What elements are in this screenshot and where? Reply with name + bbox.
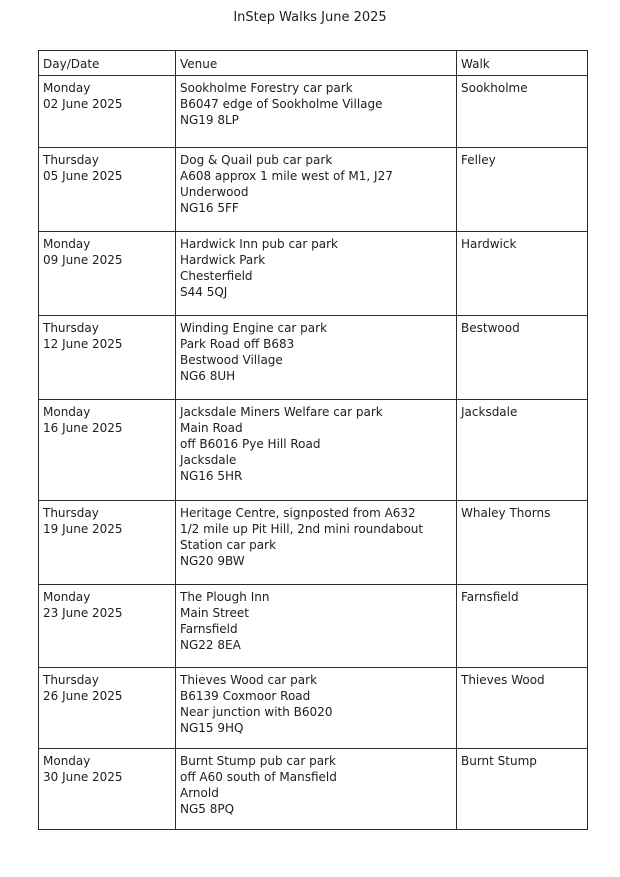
venue-line: Main Road [180, 421, 243, 435]
venue-line: Station car park [180, 538, 277, 552]
walk-name-cell: Thieves Wood [457, 668, 588, 749]
venue-line: NG6 8UH [180, 369, 236, 383]
table-row [39, 668, 588, 749]
venue-line: Near junction with B6020 [180, 705, 333, 719]
venue-line: B6139 Coxmoor Road [180, 689, 311, 703]
venue-line: NG5 8PQ [180, 802, 235, 816]
day-date-cell [39, 749, 176, 830]
walk-name-cell: Bestwood [457, 316, 588, 400]
table-row [39, 749, 588, 830]
venue-line: Bestwood Village [180, 353, 283, 367]
page-title: InStep Walks June 2025 [233, 10, 387, 25]
walk-date: 09 June 2025 [43, 253, 123, 267]
venue-line: 1/2 mile up Pit Hill, 2nd mini roundabout [180, 522, 424, 536]
day-name: Thursday [43, 153, 99, 167]
venue-line: Hardwick Inn pub car park [180, 237, 338, 251]
table-row [39, 232, 588, 316]
venue-line: NG15 9HQ [180, 721, 244, 735]
day-date-cell [39, 76, 176, 148]
column-header-venue: Venue [176, 51, 457, 76]
walk-name-cell: Sookholme [457, 76, 588, 148]
venue-line: Jacksdale [180, 453, 237, 467]
venue-line: off B6016 Pye Hill Road [180, 437, 321, 451]
table-body [39, 76, 588, 830]
table-row [39, 316, 588, 400]
day-date-cell [39, 501, 176, 585]
walk-date: 19 June 2025 [43, 522, 123, 536]
day-name: Monday [43, 590, 91, 604]
venue-cell [176, 585, 457, 668]
venue-line: off A60 south of Mansfield [180, 770, 337, 784]
day-date-cell [39, 316, 176, 400]
walk-date: 05 June 2025 [43, 169, 123, 183]
column-header-day-date: Day/Date [39, 51, 176, 76]
table-row [39, 76, 588, 148]
venue-line: B6047 edge of Sookholme Village [180, 97, 383, 111]
day-date-cell [39, 400, 176, 501]
venue-cell [176, 400, 457, 501]
venue-line: NG16 5HR [180, 469, 243, 483]
venue-cell [176, 232, 457, 316]
venue-line: Chesterfield [180, 269, 253, 283]
venue-cell [176, 501, 457, 585]
venue-line: Burnt Stump pub car park [180, 754, 336, 768]
walk-name-cell: Felley [457, 148, 588, 232]
walk-date: 16 June 2025 [43, 421, 123, 435]
day-name: Thursday [43, 321, 99, 335]
venue-line: Winding Engine car park [180, 321, 328, 335]
day-name: Thursday [43, 506, 99, 520]
venue-line: NG22 8EA [180, 638, 241, 652]
table-row [39, 501, 588, 585]
venue-cell [176, 749, 457, 830]
day-date-cell [39, 668, 176, 749]
venue-cell [176, 148, 457, 232]
venue-line: Underwood [180, 185, 249, 199]
walk-date: 30 June 2025 [43, 770, 123, 784]
walk-name-cell: Whaley Thorns [457, 501, 588, 585]
venue-cell [176, 76, 457, 148]
venue-line: Park Road off B683 [180, 337, 295, 351]
walk-date: 02 June 2025 [43, 97, 123, 111]
walk-date: 26 June 2025 [43, 689, 123, 703]
venue-line: S44 5QJ [180, 285, 228, 299]
venue-line: NG16 5FF [180, 201, 239, 215]
day-date-cell [39, 585, 176, 668]
day-name: Monday [43, 81, 91, 95]
venue-line: NG19 8LP [180, 113, 239, 127]
day-date-cell [39, 148, 176, 232]
walk-date: 12 June 2025 [43, 337, 123, 351]
venue-line: Farnsfield [180, 622, 238, 636]
walks-table [38, 50, 588, 830]
venue-line: NG20 9BW [180, 554, 245, 568]
day-name: Monday [43, 237, 91, 251]
venue-line: The Plough Inn [180, 590, 270, 604]
table-row [39, 148, 588, 232]
walk-name-cell: Hardwick [457, 232, 588, 316]
day-name: Monday [43, 405, 91, 419]
venue-line: Jacksdale Miners Welfare car park [180, 405, 383, 419]
venue-line: Arnold [180, 786, 219, 800]
venue-line: Dog & Quail pub car park [180, 153, 333, 167]
column-header-walk: Walk [457, 51, 588, 76]
venue-line: Thieves Wood car park [180, 673, 318, 687]
venue-cell [176, 316, 457, 400]
venue-line: Sookholme Forestry car park [180, 81, 353, 95]
day-date-cell [39, 232, 176, 316]
venue-line: Main Street [180, 606, 249, 620]
venue-line: A608 approx 1 mile west of M1, J27 [180, 169, 393, 183]
walk-date: 23 June 2025 [43, 606, 123, 620]
day-name: Monday [43, 754, 91, 768]
day-name: Thursday [43, 673, 99, 687]
walk-name-cell: Jacksdale [457, 400, 588, 501]
walk-name-cell: Burnt Stump [457, 749, 588, 830]
venue-cell [176, 668, 457, 749]
table-row [39, 585, 588, 668]
venue-line: Hardwick Park [180, 253, 266, 267]
table-header-row [39, 51, 588, 76]
venue-line: Heritage Centre, signposted from A632 [180, 506, 416, 520]
table-row [39, 400, 588, 501]
walk-name-cell: Farnsfield [457, 585, 588, 668]
